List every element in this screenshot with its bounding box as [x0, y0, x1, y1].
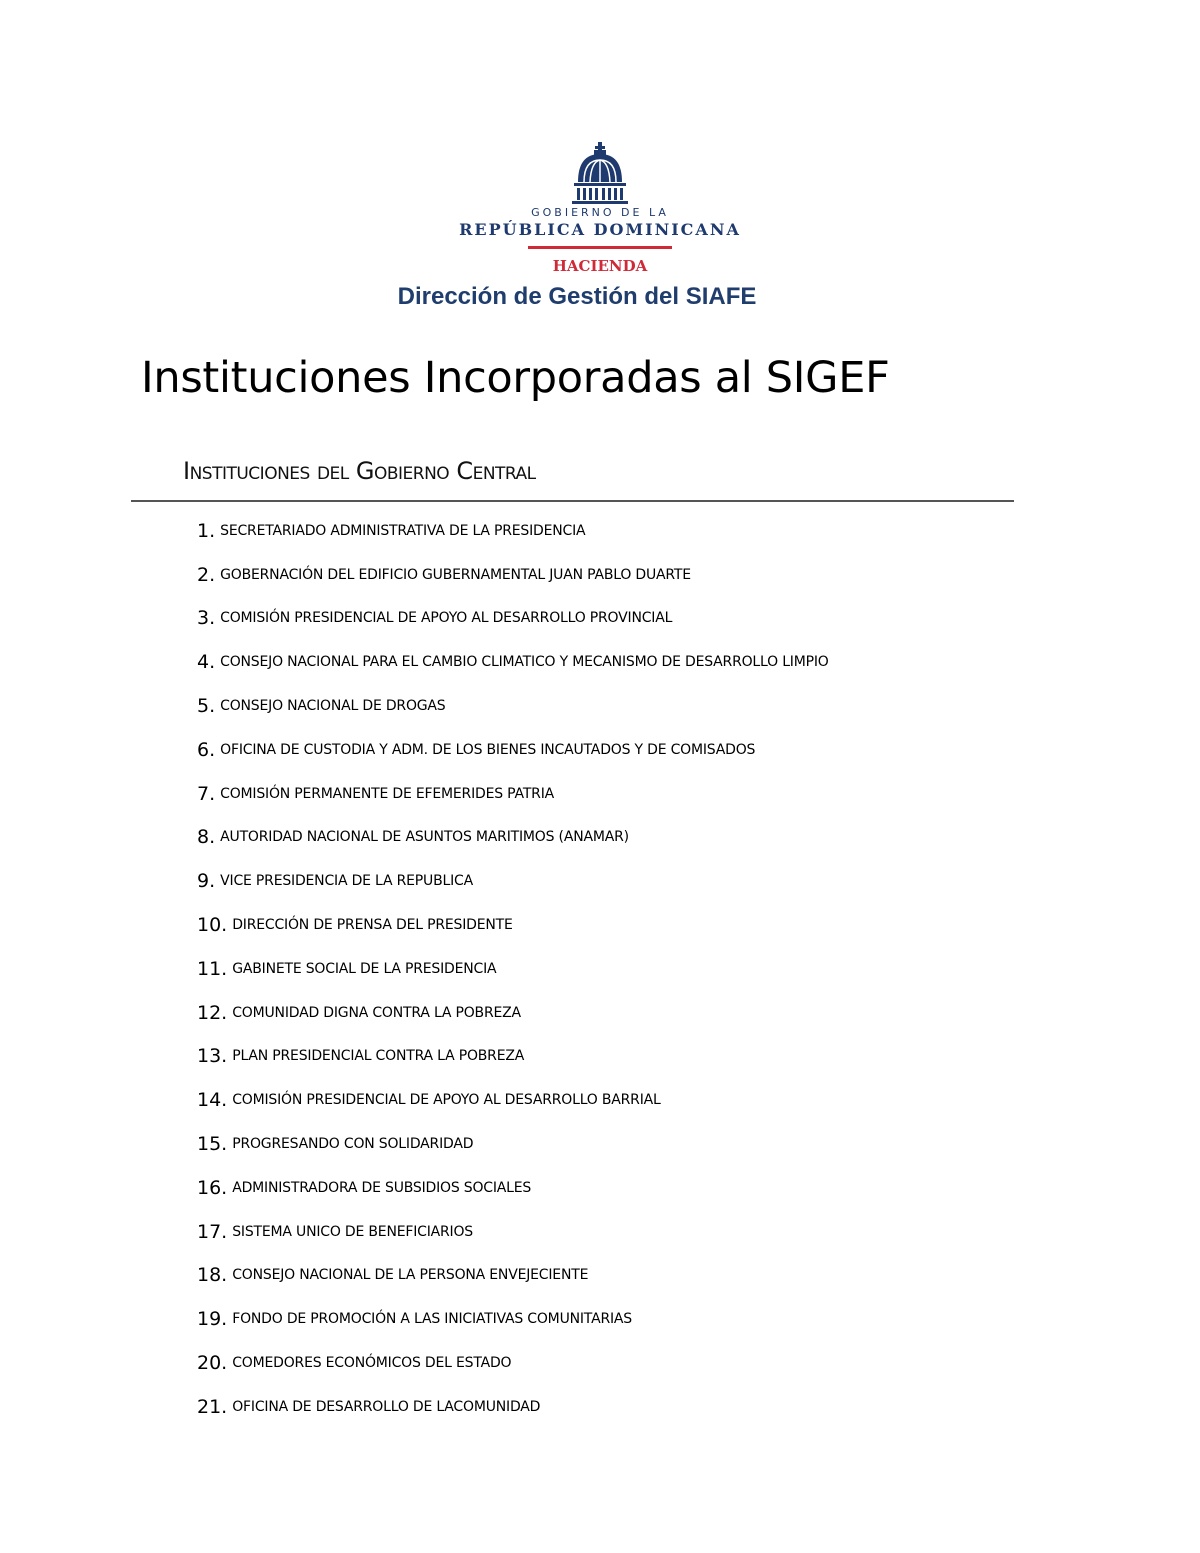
list-item-number: 5.	[197, 695, 216, 718]
list-item-label: AUTORIDAD NACIONAL DE ASUNTOS MARITIMOS (ANAMAR)	[220, 829, 629, 846]
list-item-label: DIRECCIÓN DE PRENSA DEL PRESIDENTE	[232, 917, 513, 934]
list-item-number: 8.	[197, 826, 216, 849]
list-item-number: 14.	[197, 1089, 228, 1112]
list-item	[197, 991, 829, 1035]
list-item-label: OFICINA DE CUSTODIA Y ADM. DE LOS BIENES INCAUTADOS Y DE COMISADOS	[220, 741, 756, 758]
list-item-label: GABINETE SOCIAL DE LA PRESIDENCIA	[232, 960, 497, 977]
list-item-number: 18.	[197, 1264, 228, 1287]
section-divider	[131, 500, 1014, 502]
list-item-label: GOBERNACIÓN DEL EDIFICIO GUBERNAMENTAL JUAN PABLO DUARTE	[220, 566, 691, 583]
dome-emblem-icon	[570, 140, 630, 206]
list-item-number: 19.	[197, 1308, 228, 1331]
list-item-number: 2.	[197, 563, 216, 586]
list-item	[197, 1122, 829, 1166]
list-item-number: 17.	[197, 1220, 228, 1243]
list-item-label: SECRETARIADO ADMINISTRATIVA DE LA PRESIDENCIA	[220, 522, 586, 539]
institution-list	[197, 509, 829, 1429]
list-item-label: COMISIÓN PERMANENTE DE EFEMERIDES PATRIA	[220, 785, 554, 802]
list-item	[197, 816, 829, 860]
list-item-number: 20.	[197, 1352, 228, 1375]
list-item-label: CONSEJO NACIONAL DE DROGAS	[220, 698, 446, 715]
list-item-label: COMISIÓN PRESIDENCIAL DE APOYO AL DESARROLLO PROVINCIAL	[220, 610, 673, 627]
list-item-number: 16.	[197, 1176, 228, 1199]
list-item	[197, 903, 829, 947]
list-item	[197, 1210, 829, 1254]
list-item	[197, 1035, 829, 1079]
list-item	[197, 947, 829, 991]
list-item-label: PLAN PRESIDENCIAL CONTRA LA POBREZA	[232, 1048, 525, 1065]
list-item	[197, 859, 829, 903]
section-heading: Instituciones del Gobierno Central	[183, 457, 536, 485]
page-title: Instituciones Incorporadas al SIGEF	[141, 353, 890, 403]
list-item-number: 15.	[197, 1133, 228, 1156]
list-item	[197, 640, 829, 684]
list-item	[197, 1297, 829, 1341]
government-logo	[0, 140, 1200, 275]
list-item	[197, 509, 829, 553]
list-item	[197, 1166, 829, 1210]
list-item-label: CONSEJO NACIONAL PARA EL CAMBIO CLIMATICO Y MECANISMO DE DESARROLLO LIMPIO	[220, 654, 829, 671]
list-item-number: 21.	[197, 1395, 228, 1418]
list-item-number: 4.	[197, 651, 216, 674]
list-item-number: 7.	[197, 782, 216, 805]
list-item	[197, 1078, 829, 1122]
list-item	[197, 728, 829, 772]
list-item-label: ADMINISTRADORA DE SUBSIDIOS SOCIALES	[232, 1179, 532, 1196]
list-item	[197, 772, 829, 816]
list-item-number: 1.	[197, 519, 216, 542]
list-item-label: OFICINA DE DESARROLLO DE LACOMUNIDAD	[232, 1398, 541, 1415]
list-item-number: 6.	[197, 738, 216, 761]
list-item-label: PROGRESANDO CON SOLIDARIDAD	[232, 1136, 474, 1153]
list-item-number: 11.	[197, 957, 228, 980]
list-item	[197, 684, 829, 728]
logo-line-hacienda: HACIENDA	[552, 257, 648, 275]
list-item-number: 9.	[197, 870, 216, 893]
list-item-number: 13.	[197, 1045, 228, 1068]
list-item-label: COMUNIDAD DIGNA CONTRA LA POBREZA	[232, 1004, 521, 1021]
logo-line-gobierno: GOBIERNO DE LA	[531, 206, 669, 219]
list-item	[197, 1254, 829, 1298]
list-item-label: VICE PRESIDENCIA DE LA REPUBLICA	[220, 873, 473, 890]
list-item-number: 3.	[197, 607, 216, 630]
logo-line-republica: REPÚBLICA DOMINICANA	[459, 220, 741, 239]
logo-red-rule	[528, 246, 672, 249]
list-item-label: CONSEJO NACIONAL DE LA PERSONA ENVEJECIENTE	[232, 1267, 589, 1284]
list-item-number: 12.	[197, 1001, 228, 1024]
list-item	[197, 597, 829, 641]
list-item-label: FONDO DE PROMOCIÓN A LAS INICIATIVAS COMUNITARIAS	[232, 1311, 632, 1328]
list-item-label: SISTEMA UNICO DE BENEFICIARIOS	[232, 1223, 473, 1240]
list-item	[197, 553, 829, 597]
list-item-label: COMISIÓN PRESIDENCIAL DE APOYO AL DESARROLLO BARRIAL	[232, 1092, 661, 1109]
department-name: Dirección de Gestión del SIAFE	[397, 283, 757, 310]
list-item-number: 10.	[197, 914, 228, 937]
list-item	[197, 1341, 829, 1385]
list-item	[197, 1385, 829, 1429]
list-item-label: COMEDORES ECONÓMICOS DEL ESTADO	[232, 1355, 512, 1372]
